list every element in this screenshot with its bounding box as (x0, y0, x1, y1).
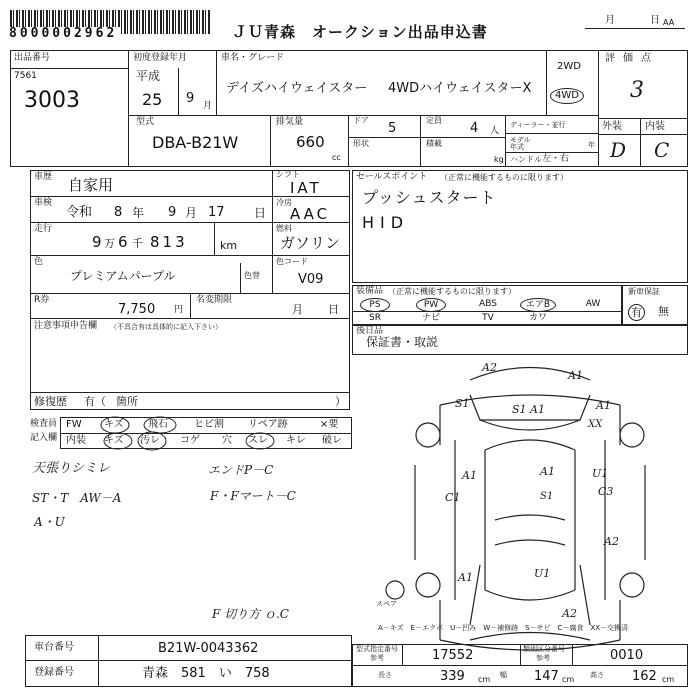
inspection-year-label: 年 (132, 206, 145, 220)
damage-mark-10: U1 (592, 467, 609, 480)
height-label: 高さ (590, 671, 604, 679)
dealer-label: ディーラー・並行 (510, 121, 566, 129)
damage-mark-13: A1 (458, 571, 473, 584)
spare-label: スペア (376, 600, 397, 608)
capacity-value: 4 (470, 121, 479, 136)
damage-mark-15: A2 (604, 535, 619, 548)
meigi-label: 名変期限 (196, 295, 233, 305)
fuel-value: ガソリン (280, 234, 341, 252)
check-wear: スレ (248, 435, 268, 446)
type-designation-value: 17552 (432, 648, 474, 663)
sales-points-label: セールスポイント (356, 172, 428, 182)
handwritten-note-6: F 切り方 ｏ.C (212, 607, 289, 621)
load-unit: kg (494, 155, 504, 164)
inspection-day-label: 日 (254, 206, 267, 220)
color-label: 色 (34, 257, 44, 267)
damage-mark-4: S1 A1 (512, 403, 545, 416)
interior-value: C (654, 138, 670, 162)
doors-value: 5 (388, 121, 397, 136)
shift-value: IAT (290, 179, 322, 197)
repair-label: 修復歴 (34, 395, 67, 408)
warranty-label: 新車保証 (628, 287, 660, 296)
usage-value: 自家用 (68, 176, 114, 194)
sales-points-sub: （正常に機能するものに限ります） (440, 173, 568, 182)
model-label: 型式 (136, 117, 155, 127)
aircon-label: 冷房 (276, 198, 292, 207)
category-code-value: 0010 (610, 648, 644, 663)
usage-label: 車歴 (34, 172, 53, 182)
inspection-year: 8 (114, 205, 123, 220)
width-unit: cm (562, 675, 575, 684)
check-crack: ヒビ割 (194, 419, 224, 430)
damage-mark-2: A1 (568, 369, 583, 382)
repair-location: 箇所 (116, 395, 138, 408)
equip-airbag: エアB (520, 298, 556, 312)
check-fw: FW (66, 419, 82, 430)
type-designation-sub: 参考 (370, 654, 384, 662)
displacement-unit: cc (332, 153, 341, 162)
damage-legend: A－キズ E－エクボ U－凹み W－補修跡 S－サビ C－腐食 XX－交換済 (378, 624, 629, 632)
width-value: 147 (534, 669, 559, 684)
model-year-suffix: 年 (588, 141, 595, 149)
check-cut: キレ (286, 435, 306, 446)
inspection-month-label: 月 (185, 206, 198, 220)
notes-sub: （不具合有は具体的に記入下さい） (110, 323, 222, 331)
damage-mark-9: A1 (540, 465, 555, 478)
damage-mark-7: A1 (462, 469, 477, 482)
exterior-label: 外装 (602, 121, 622, 132)
notes-label: 注意事項申告欄 (34, 321, 98, 331)
mileage-unit: km (220, 239, 238, 252)
damage-mark-1: A2 (482, 361, 497, 374)
sales-point-1: プッシュスタート (362, 188, 497, 207)
equip-leather: カワ (528, 313, 547, 323)
car-name-label: 車名・グレード (221, 53, 285, 63)
car-grade: 4WDハイウェイスターX (388, 81, 532, 96)
displacement-value: 660 (296, 133, 325, 151)
handwritten-note-5: F・Fマート－C (210, 489, 296, 503)
recycle-value: 7,750 (118, 302, 156, 317)
damage-mark-6: XX (588, 419, 603, 430)
registration-month: 9 (186, 91, 195, 106)
equip-navi: ナビ (421, 313, 440, 323)
length-unit: cm (478, 675, 491, 684)
damage-mark-5: A1 (596, 399, 611, 412)
registration-month-label: 月 (203, 101, 213, 111)
warranty-no: 無 (658, 305, 669, 318)
handwritten-note-2: ST・T AW－A (32, 491, 122, 505)
damage-mark-14: U1 (534, 567, 551, 580)
displacement-label: 排気量 (276, 117, 304, 127)
check-chip: 飛石 (148, 419, 168, 430)
drive-4wd: 4WD (550, 88, 584, 104)
color-code: V09 (298, 272, 324, 287)
chassis-label: 車台番号 (34, 642, 74, 653)
fuel-label: 燃料 (276, 224, 292, 233)
handwritten-note-4: エンドP－C (208, 463, 274, 477)
rating-value: 3 (630, 78, 644, 103)
check-hole: 穴 (222, 435, 232, 446)
category-code-label: 類別区分番号 (523, 645, 565, 653)
interior-label: 内装 (645, 121, 665, 132)
recycle-unit: 円 (174, 305, 184, 315)
registration-year: 25 (142, 90, 163, 109)
equip-tv: TV (482, 313, 494, 323)
after-items-label: 後日品 (356, 326, 384, 336)
length-value: 339 (440, 669, 465, 684)
equipment-label: 装備品 (356, 286, 384, 296)
check-int-scratch: キズ (104, 435, 124, 446)
color-value: プレミアムパープル (70, 269, 176, 283)
shape-label: 形状 (353, 139, 369, 148)
chassis-value: B21W-0043362 (158, 641, 259, 656)
meigi-month: 月 (292, 303, 303, 316)
registration-label: 初度登録年月 (133, 53, 188, 63)
inspection-label: 車検 (34, 198, 53, 208)
category-code-sub: 参考 (536, 654, 550, 662)
type-designation-label: 型式指定番号 (356, 645, 398, 653)
date-month: 月 (605, 15, 615, 26)
check-tear: 破レ (322, 435, 342, 446)
height-value: 162 (632, 669, 657, 684)
shift-label: シフト (276, 170, 300, 179)
load-label: 積載 (426, 139, 442, 148)
equipment-sub: （正常に機能するものに限ります） (388, 287, 516, 296)
mileage-man: 9 (92, 233, 102, 251)
model-value: DBA-B21W (152, 133, 239, 152)
drive-2wd: 2WD (557, 61, 581, 72)
model-year-label: モデル年式 (510, 136, 531, 151)
equip-abs: ABS (479, 299, 497, 309)
check-need: ×要 (320, 419, 339, 430)
mileage-rest: 813 (150, 233, 188, 251)
handwritten-note-3: A・U (34, 515, 65, 529)
after-items-value: 保証書・取説 (366, 335, 439, 349)
registration-era: 平成 (136, 69, 161, 83)
height-unit: cm (662, 675, 675, 684)
sales-point-2: HID (362, 213, 410, 232)
repair-value: 有（ (84, 395, 106, 408)
mileage-label: 走行 (34, 224, 53, 234)
damage-mark-12: S1 (540, 491, 554, 502)
date-suffix: AA (663, 18, 675, 27)
damage-mark-16: A2 (562, 607, 577, 620)
inspector-label: 検査員 (30, 419, 58, 429)
damage-mark-8: C1 (445, 491, 461, 504)
check-scratch: キズ (104, 419, 124, 430)
capacity-label: 定員 (426, 116, 442, 125)
damage-mark-3: S1 (455, 397, 470, 410)
plate-value: 青森 581 い 758 (142, 666, 270, 681)
document-title: ＪＵ青森 オークション出品申込書 (232, 23, 488, 41)
lot-label: 出品番号 (14, 53, 51, 63)
mileage-sen-label: 千 (132, 237, 143, 250)
exterior-value: D (610, 138, 627, 162)
barcode-number: 8000002962 (6, 27, 120, 40)
capacity-unit: 人 (490, 126, 500, 136)
equip-ps: PS (360, 298, 390, 312)
inspection-era: 令和 (66, 205, 93, 220)
meigi-day: 日 (328, 303, 339, 316)
repair-close: ） (335, 395, 346, 408)
equip-pw: PW (416, 298, 446, 312)
lot-small-number: 7561 (14, 71, 37, 81)
handle-label: ハンドル (510, 155, 542, 164)
inspector-entry-label: 記入欄 (30, 433, 58, 443)
aircon-value: AAC (290, 205, 331, 223)
equip-aw: AW (585, 299, 601, 309)
car-name: デイズハイウェイスター (226, 81, 368, 96)
date-day: 日 (650, 15, 660, 26)
recycle-label: R券 (34, 295, 50, 305)
check-burn: コゲ (180, 435, 200, 446)
damage-mark-11: C3 (598, 485, 614, 498)
color-change-label: 色替 (244, 271, 260, 280)
handwritten-note-1: 天張りシミレ (32, 461, 111, 476)
mileage-sen: 6 (118, 233, 128, 251)
handle-value: 左・右 (542, 154, 570, 164)
check-interior: 内装 (66, 435, 86, 446)
color-code-label: 色コード (276, 257, 308, 266)
equip-sr: SR (369, 313, 381, 323)
check-repair: リペア跡 (248, 419, 288, 430)
inspection-month: 9 (168, 205, 177, 220)
doors-label: ドア (353, 116, 369, 125)
plate-label: 登録番号 (34, 667, 74, 678)
inspection-day: 17 (208, 205, 225, 220)
width-label: 幅 (500, 671, 507, 679)
check-dirt: 汚レ (140, 435, 160, 446)
length-label: 長さ (378, 671, 392, 679)
mileage-man-label: 万 (104, 237, 115, 250)
lot-number: 3003 (24, 88, 80, 113)
rating-label: 評価点 (605, 53, 659, 64)
warranty-yes: 有 (628, 304, 645, 321)
